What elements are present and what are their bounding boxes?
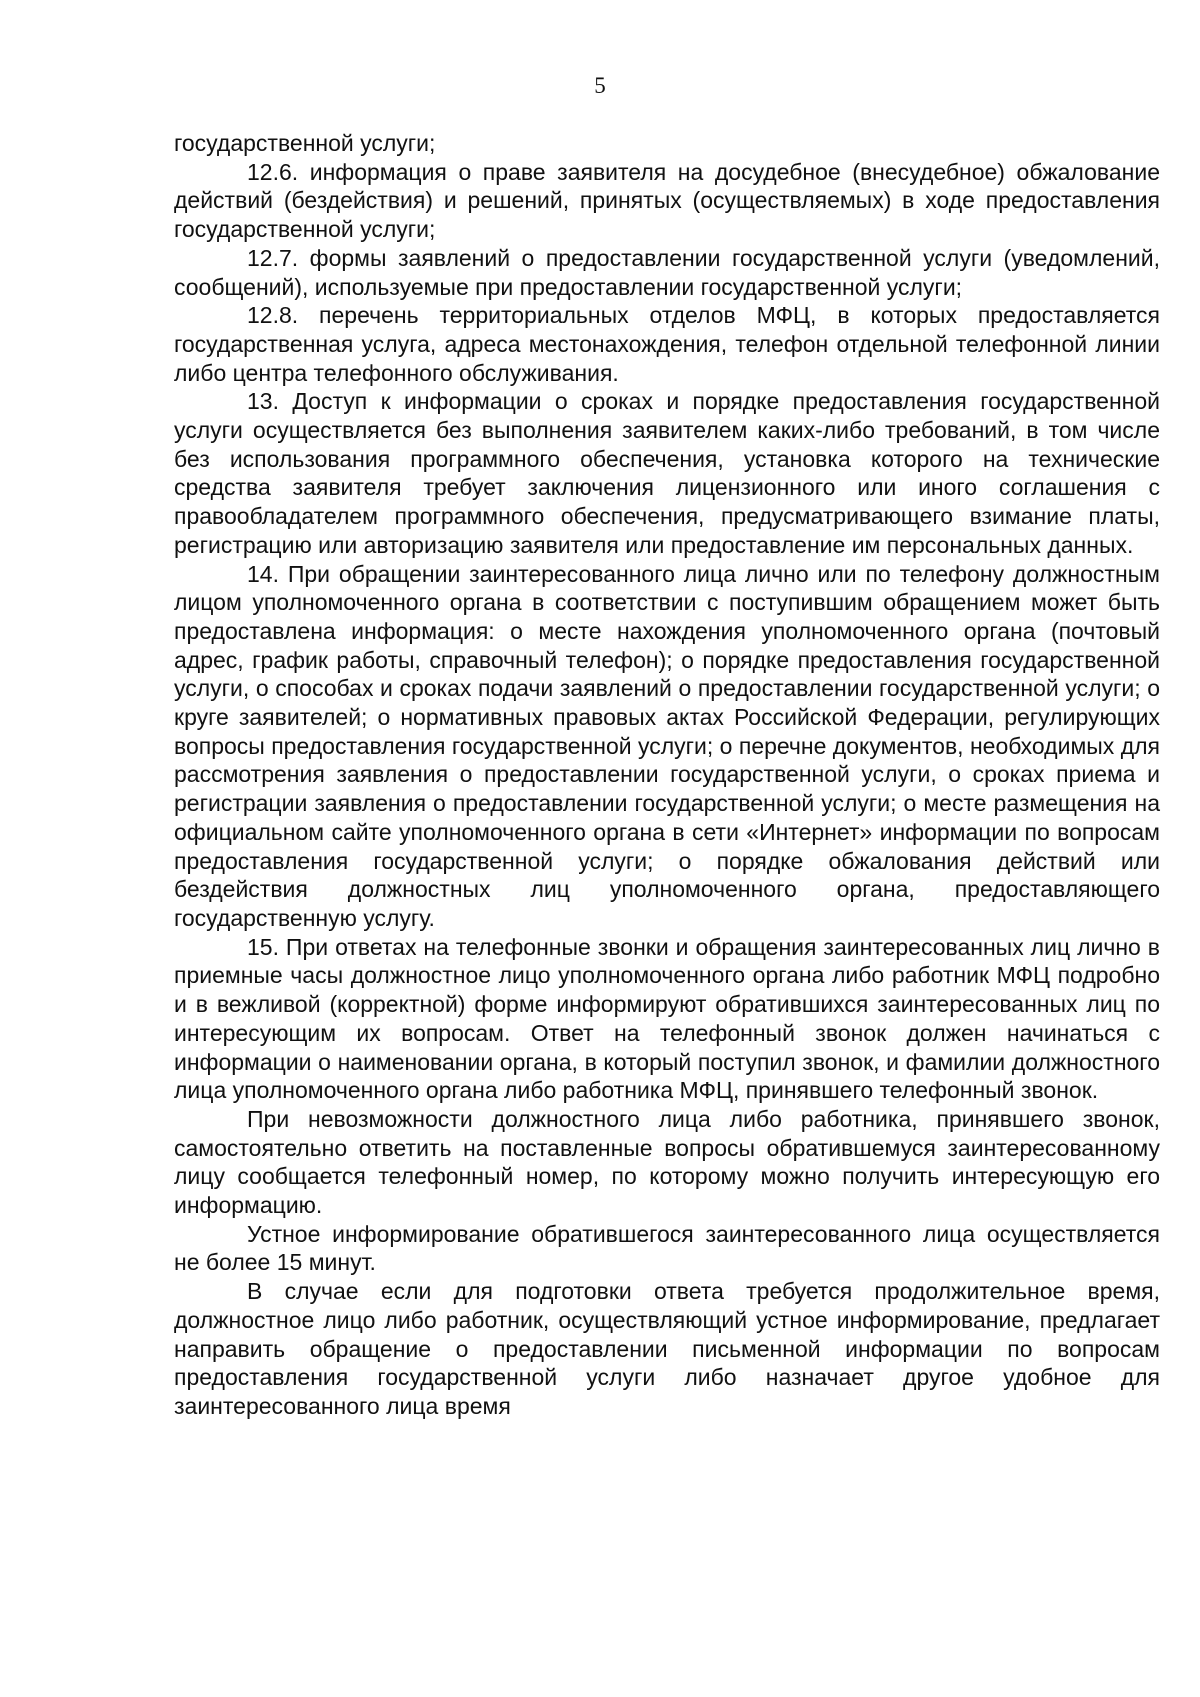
- paragraph-15-duration: Устное информирование обратившегося заинтересованного лица осуществляется не более 15 минут.: [174, 1220, 1160, 1276]
- page-number: 5: [594, 73, 606, 98]
- paragraph-12-7: 12.7. формы заявлений о предоставлении государственной услуги (уведомлений, сообщений), используемые при предоставлении государственной услуги;: [174, 244, 1160, 300]
- paragraph-12-6: 12.6. информация о праве заявителя на досудебное (внесудебное) обжалование действий (бездействия) и решений, принятых (осуществляемых) в ходе предоставления государственной услуги;: [174, 158, 1160, 243]
- paragraph-continuation: государственной услуги;: [174, 130, 436, 156]
- paragraph-15: 15. При ответах на телефонные звонки и обращения заинтересованных лиц лично в приемные часы должностное лицо уполномоченного органа либо работник МФЦ подробно и в вежливой (корректной) форме информируют обратившихся заинтересованных лиц по интересующим их вопросам. Ответ на телефонный звонок должен начинаться с информации о наименовании органа, в который поступил звонок, и фамилии должностного лица уполномоченного органа либо работника МФЦ, принявшего телефонный звонок.: [174, 933, 1160, 1104]
- paragraph-13: 13. Доступ к информации о сроках и порядке предоставления государственной услуги осуществляется без выполнения заявителем каких-либо требований, в том числе без использования программного обеспечения, установка которого на технические средства заявителя требует заключения лицензионного или иного соглашения с правообладателем программного обеспечения, предусматривающего взимание платы, регистрацию или авторизацию заявителя или предоставление им персональных данных.: [174, 388, 1160, 558]
- paragraph-15-written-request: В случае если для подготовки ответа требуется продолжительное время, должностное лицо либо работник, осуществляющий устное информирование, предлагает направить обращение о предоставлении письменной информации по вопросам предоставления государственной услуги либо назначает другое удобное для заинтересованного лица время: [174, 1278, 1160, 1419]
- paragraph-15-callback: При невозможности должностного лица либо работника, принявшего звонок, самостоятельно ответить на поставленные вопросы обратившемуся заинтересованному лицу сообщается телефонный номер, по которому можно получить интересующую его информацию.: [174, 1105, 1160, 1219]
- paragraph-14: 14. При обращении заинтересованного лица лично или по телефону должностным лицом уполномоченного органа в соответствии с поступившим обращением может быть предоставлена информация: о месте нахождения уполномоченного органа (почтовый адрес, график работы, справочный телефон); о порядке предоставления государственной услуги, о способах и сроках подачи заявлений о предоставлении государственной услуги; о круге заявителей; о нормативных правовых актах Российской Федерации, регулирующих вопросы предоставления государственной услуги; о перечне документов, необходимых для рассмотрения заявления о предоставлении государственной услуги, о сроках приема и регистрации заявления о предоставлении государственной услуги; о месте размещения на официальном сайте уполномоченного органа в сети «Интернет» информации по вопросам предоставления государственной услуги; о порядке обжалования действий или бездействия должностных лиц уполномоченного органа, предоставляющего государственную услугу.: [174, 560, 1160, 931]
- paragraph-12-8: 12.8. перечень территориальных отделов МФЦ, в которых предоставляется государственная услуга, адреса местонахождения, телефон отдельной телефонной линии либо центра телефонного обслуживания.: [174, 302, 1160, 386]
- document-body: [174, 129, 1160, 1421]
